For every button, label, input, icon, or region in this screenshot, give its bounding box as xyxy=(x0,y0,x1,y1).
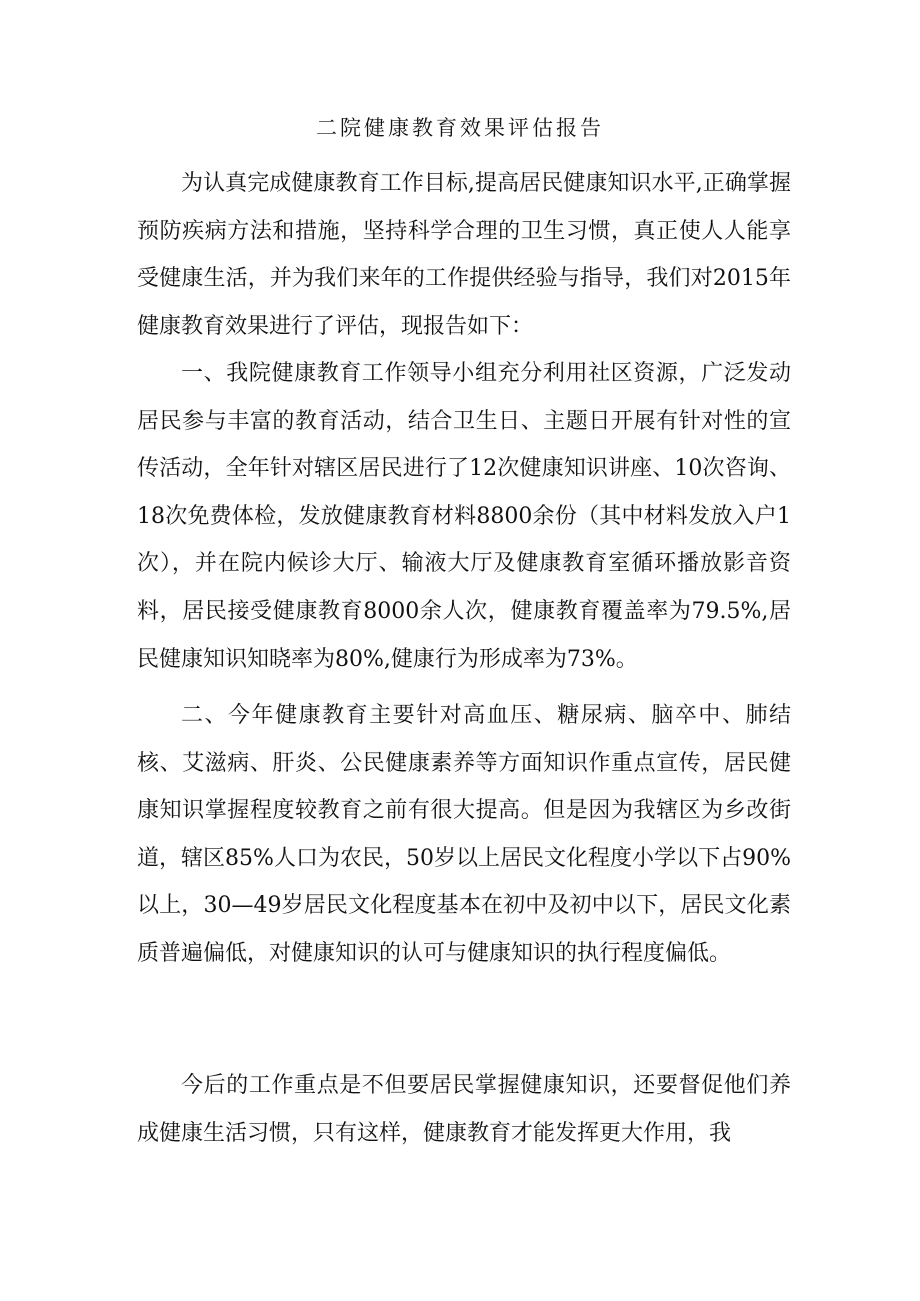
paragraph-future-work: 今后的工作重点是不但要居民掌握健康知识，还要督促他们养成健康生活习惯，只有这样，健康教育才能发挥更大作用，我 xyxy=(137,1073,791,1146)
paragraph-section-one: 一、我院健康教育工作领导小组充分利用社区资源，广泛发动居民参与丰富的教育活动，结合卫生日、主题日开展有针对性的宣传活动，全年针对辖区居民进行了12次健康知识讲座、10次咨询、18次免费体检，发放健康教育材料8800余份（其中材料发放入户1次），并在院内候诊大厅、输液大厅及健康教育室循环播放影音资料，居民接受健康教育8000余人次，健康教育覆盖率为79.5%,居民健康知识知晓率为80%,健康行为形成率为73%。 xyxy=(137,361,791,672)
paragraph-intro: 为认真完成健康教育工作目标,提高居民健康知识水平,正确掌握预防疾病方法和措施，坚持科学合理的卫生习惯，真正使人人能享受健康生活，并为我们来年的工作提供经验与指导，我们对2015年健康教育效果进行了评估，现报告如下： xyxy=(137,171,791,339)
paragraph-section-two: 二、今年健康教育主要针对高血压、糖尿病、脑卒中、肺结核、艾滋病、肝炎、公民健康素养等方面知识作重点宣传，居民健康知识掌握程度较教育之前有很大提高。但是因为我辖区为乡改街道，辖区85%人口为农民，50岁以上居民文化程度小学以下占90%以上，30—49岁居民文化程度基本在初中及初中以下，居民文化素质普遍偏低，对健康知识的认可与健康知识的执行程度偏低。 xyxy=(137,703,791,966)
page-title: 二院健康教育效果评估报告 xyxy=(316,116,604,140)
